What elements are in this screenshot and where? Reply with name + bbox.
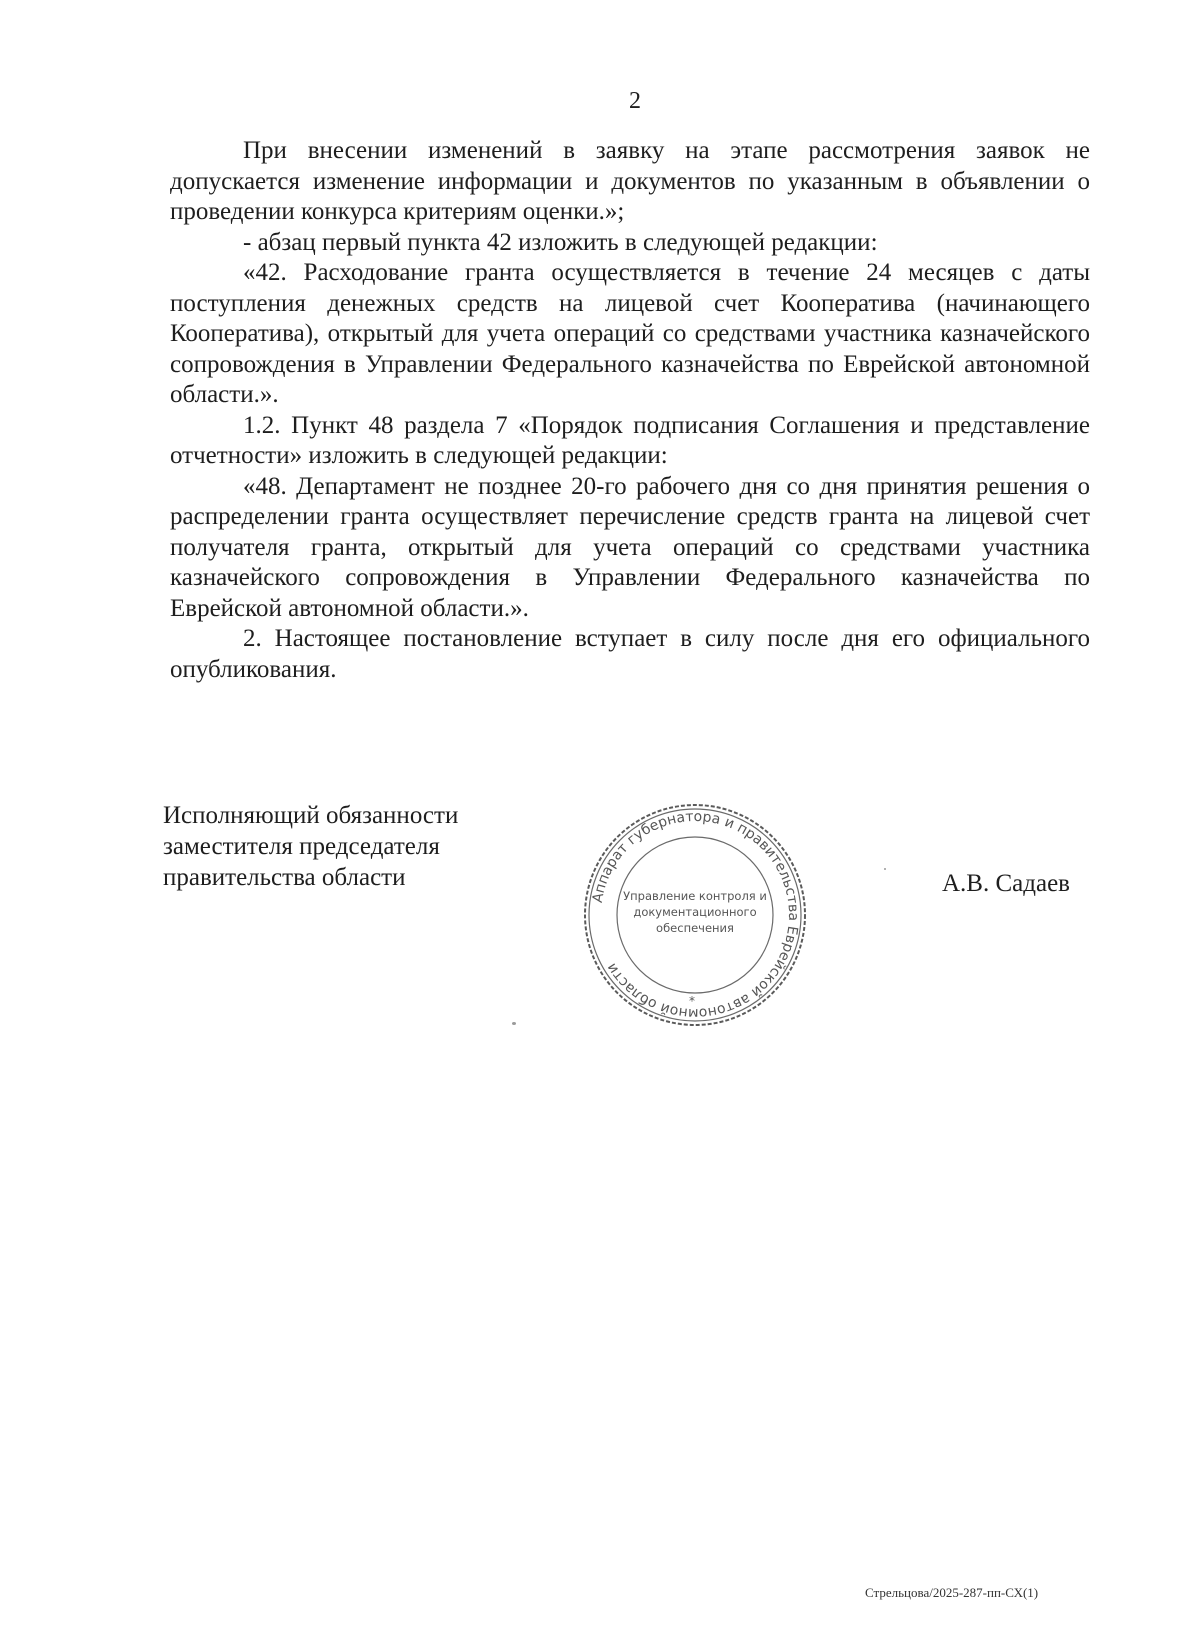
paragraph: «42. Расходование гранта осуществляется в течение 24 месяцев с даты поступления денежных средств на лицевой счет Кооператива (начинающего Кооператива), открытый для учета операций со средствами участника казначейского сопровождения в Управлении Федерального казначейства по Еврейской автономной области.». [170,259,1090,408]
paragraph: 2. Настоящее постановление вступает в силу после дня его официального опубликования. [170,625,1090,683]
position-line: заместителя председателя [163,833,440,860]
position-line: Исполняющий обязанности [163,802,459,829]
official-stamp [580,800,810,1030]
paragraph: - абзац первый пункта 42 изложить в следующей редакции: [243,228,878,256]
scan-speck [884,868,886,870]
page-number: 2 [629,88,641,114]
signatory-name: А.В. Садаев [942,870,1070,897]
paragraph: «48. Департамент не позднее 20-го рабочего дня со дня принятия решения о распределении гранта осуществляет перечисление средств гранта на лицевой счет получателя гранта, открытый для учета операций со средствами участника казначейского сопровождения в Управлении Федерального казначейства по Еврейской автономной области.». [170,472,1090,622]
document-reference-code: Стрельцова/2025-287-пп-СХ(1) [865,1585,1039,1600]
stamp-center-line: Управление контроля и [623,889,767,903]
stamp-star-icon: * [689,994,695,1008]
stamp-outer-text: Аппарат губернатора и правительства Еврейской автономной области [589,808,802,1022]
paragraph: 1.2. Пункт 48 раздела 7 «Порядок подписания Соглашения и представление отчетности» изложить в следующей редакции: [170,411,1090,469]
paragraph: При внесении изменений в заявку на этапе рассмотрения заявок не допускается изменение информации и документов по указанным в объявлении о проведении конкурса критериям оценки.»; [170,137,1090,225]
document-body [170,136,1090,685]
signatory-position [163,800,458,893]
stamp-center-line: обеспечения [656,921,734,935]
position-line: правительства области [163,864,406,891]
stamp-center-line: документационного [633,905,757,919]
scan-speck [512,1022,516,1025]
